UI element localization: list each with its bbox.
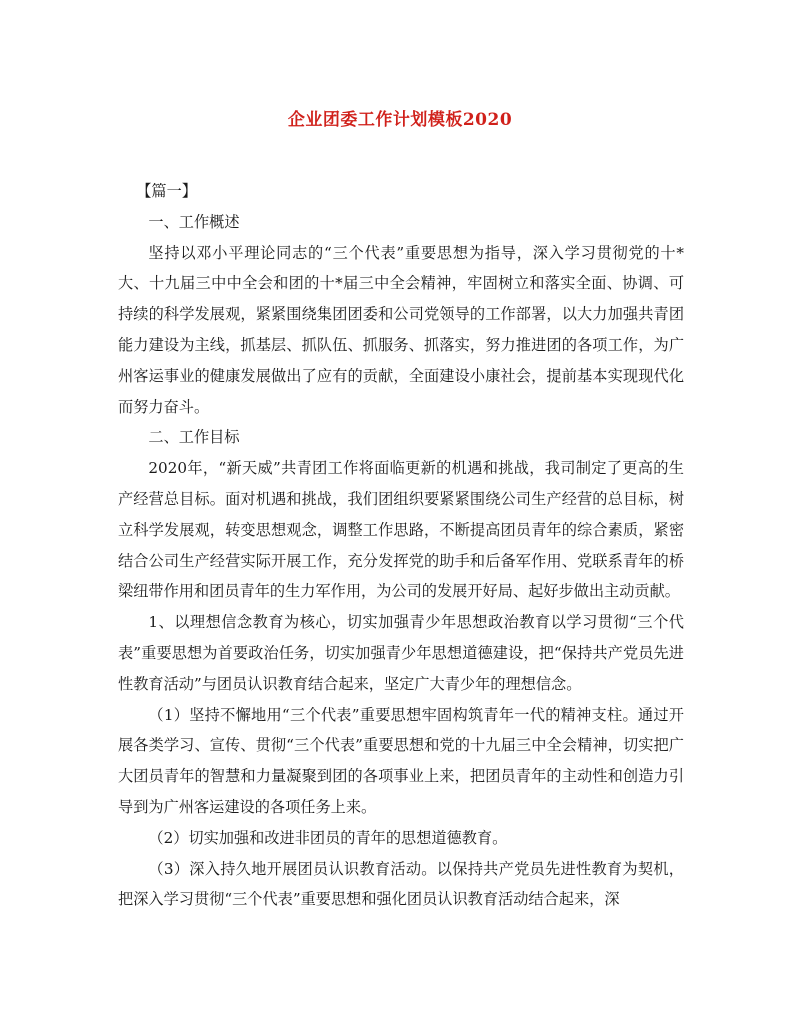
paragraph-subitem-3: （3）深入持久地开展团员认识教育活动。以保持共产党员先进性教育为契机，把深入学习贯彻“三个代表”重要思想和强化团员认识教育活动结合起来，深 xyxy=(118,859,684,909)
paragraph-overview: 坚持以邓小平理论同志的“三个代表”重要思想为指导，深入学习贯彻党的十*大、十九届三中中全会和团的十*届三中全会精神，牢固树立和落实全面、协调、可持续的科学发展观，紧紧围绕集团团委和公司党领导的工作部署，以大力加强共青团能力建设为主线，抓基层、抓队伍、抓服务、抓落实，努力推进团的各项工作，为广州客运事业的健康发展做出了应有的贡献，全面建设小康社会，提前基本实现现代化而努力奋斗。 xyxy=(118,243,684,416)
paragraph-goals: 2020年，“新天威”共青团工作将面临更新的机遇和挑战，我司制定了更高的生产经营总目标。面对机遇和挑战，我们团组织要紧紧围绕公司生产经营的总目标，树立科学发展观，转变思想观念，调整工作思路，不断提高团员青年的综合素质，紧密结合公司生产经营实际开展工作，充分发挥党的助手和后备军作用、党联系青年的桥梁纽带作用和团员青年的生力军作用，为公司的发展开好局、起好步做出主动贡献。 xyxy=(118,459,684,601)
paragraph-item-1: 1、以理想信念教育为核心，切实加强青少年思想政治教育以学习贯彻“三个代表”重要思想为首要政治任务，切实加强青少年思想道德建设，把“保持共产党员先进性教育活动”与团员认识教育结合起来，坚定广大青少年的理想信念。 xyxy=(118,613,684,693)
heading-work-overview: 一、工作概述 xyxy=(148,212,240,231)
section-label: 【篇一】 xyxy=(136,182,197,200)
document-body xyxy=(118,176,684,915)
document-title: 企业团委工作计划模板2020 xyxy=(287,110,513,130)
heading-work-goals: 二、工作目标 xyxy=(148,428,240,447)
paragraph-subitem-1: （1）坚持不懈地用“三个代表”重要思想牢固构筑青年一代的精神支柱。通过开展各类学习、宣传、贯彻“三个代表”重要思想和党的十九届三中全会精神，切实把广大团员青年的智慧和力量凝聚到团的各项事业上来，把团员青年的主动性和创造力引导到为广州客运建设的各项任务上来。 xyxy=(118,705,684,816)
paragraph-subitem-2: （2）切实加强和改进非团员的青年的思想道德教育。 xyxy=(148,828,508,847)
